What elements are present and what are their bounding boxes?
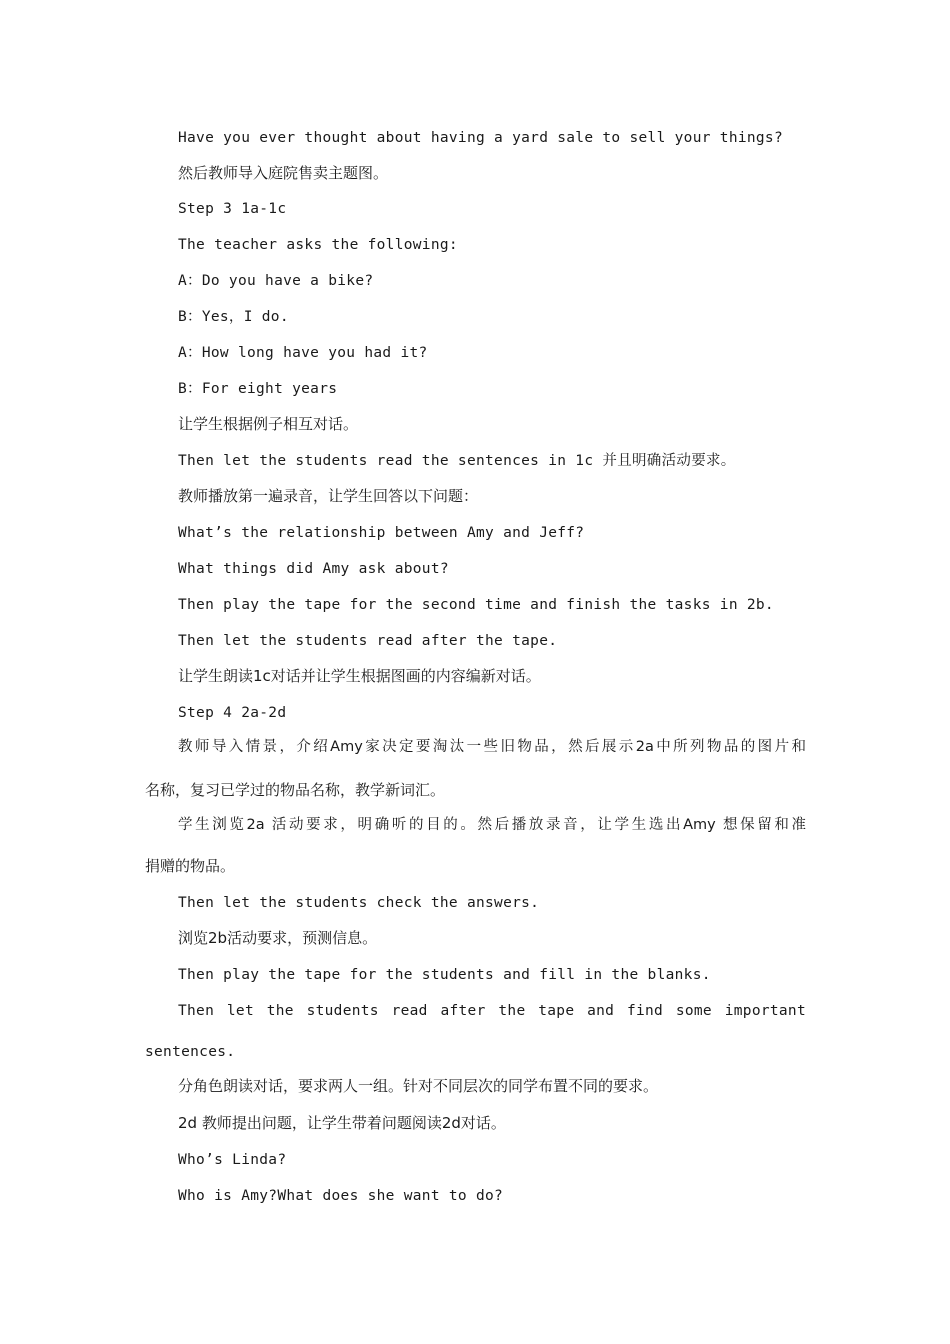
paragraph-line: sentences. bbox=[145, 1044, 236, 1060]
paragraph-line: Have you ever thought about having a yard sale to sell your things? bbox=[178, 130, 783, 146]
question-line: What’s the relationship between Amy and Jeff? bbox=[178, 525, 585, 541]
paragraph-line: Then play the tape for the second time and finish the tasks in 2b. bbox=[178, 597, 774, 613]
paragraph-line: Then let the students check the answers. bbox=[178, 895, 540, 911]
question-line: What things did Amy ask about? bbox=[178, 561, 449, 577]
paragraph-line: 然后教师导入庭院售卖主题图。 bbox=[178, 164, 389, 182]
paragraph-line: 分角色朗读对话，要求两人一组。针对不同层次的同学布置不同的要求。 bbox=[178, 1077, 659, 1095]
paragraph-line: The teacher asks the following: bbox=[178, 237, 458, 253]
paragraph-line: 让学生根据例子相互对话。 bbox=[178, 415, 359, 433]
paragraph-line: 2d 教师提出问题，让学生带着问题阅读2d对话。 bbox=[178, 1114, 506, 1132]
paragraph-line: 名称，复习已学过的物品名称，教学新词汇。 bbox=[145, 781, 446, 799]
paragraph-line: 捐赠的物品。 bbox=[145, 857, 236, 875]
paragraph-line: 学生浏览2a 活动要求，明确听的目的。然后播放录音，让学生选出Amy 想保留和准 bbox=[178, 817, 806, 833]
question-line: Who is Amy?What does she want to do? bbox=[178, 1188, 504, 1204]
paragraph-line: 让学生朗读1c对话并让学生根据图画的内容编新对话。 bbox=[178, 667, 541, 685]
paragraph-line: 浏览2b活动要求，预测信息。 bbox=[178, 929, 378, 947]
dialogue-line: A：Do you have a bike? bbox=[178, 273, 374, 289]
paragraph-line: Then let the students read after the tape. bbox=[178, 633, 558, 649]
dialogue-line: A：How long have you had it? bbox=[178, 345, 428, 361]
paragraph-line: Then let the students read the sentences in 1c 并且明确活动要求。 bbox=[178, 453, 736, 469]
step-heading: Step 4 2a-2d bbox=[178, 705, 287, 721]
dialogue-line: B：For eight years bbox=[178, 381, 338, 397]
paragraph-line: Then let the students read after the tape and find some important bbox=[178, 1003, 806, 1019]
dialogue-line: B：Yes，I do. bbox=[178, 309, 289, 325]
paragraph-line: 教师播放第一遍录音，让学生回答以下问题： bbox=[178, 487, 479, 505]
question-line: Who’s Linda? bbox=[178, 1152, 287, 1168]
paragraph-line: Then play the tape for the students and fill in the blanks. bbox=[178, 967, 711, 983]
step-heading: Step 3 1a-1c bbox=[178, 201, 287, 217]
paragraph-line: 教师导入情景，介绍Amy家决定要淘汰一些旧物品，然后展示2a中所列物品的图片和 bbox=[178, 739, 806, 755]
